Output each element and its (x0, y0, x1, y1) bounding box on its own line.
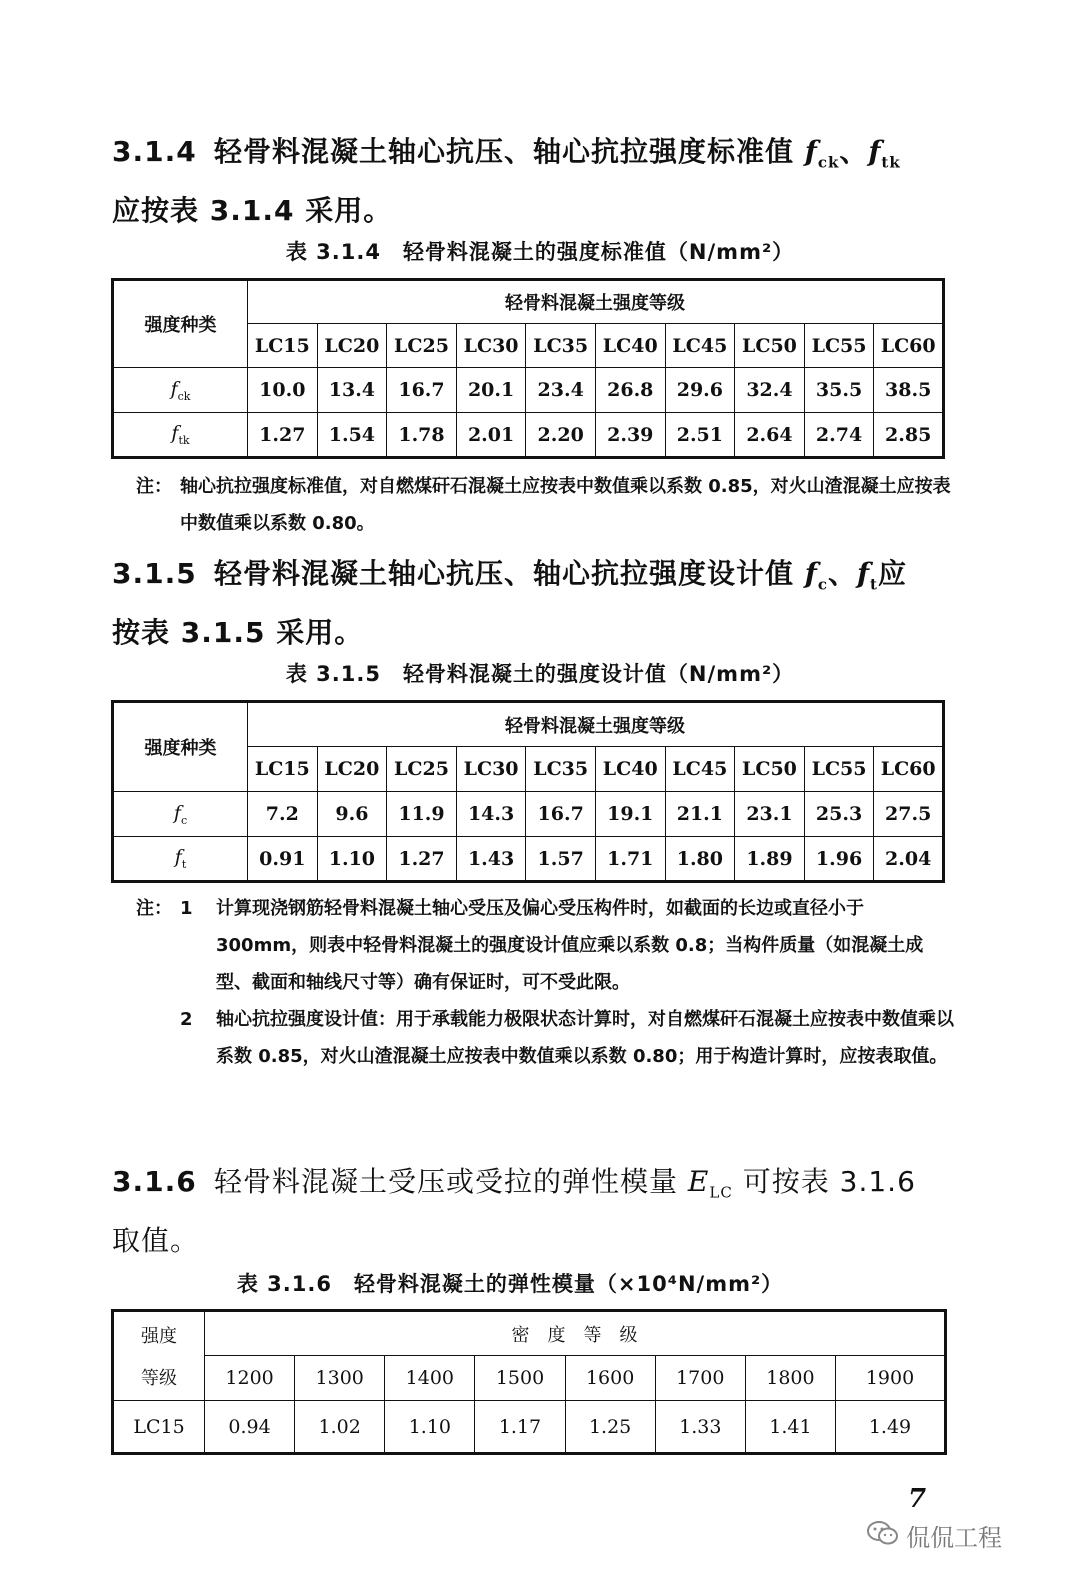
value-cell: 20.1 (456, 368, 526, 413)
note-item-number: 2 (180, 1009, 193, 1030)
section-text: 轻骨料混凝土受压或受拉的弹性模量 (214, 1165, 679, 1198)
grade-cell: LC35 (526, 324, 596, 368)
value-cell: 35.5 (804, 368, 874, 413)
row-header-line1: 强度 (141, 1326, 177, 1347)
value-cell: 1.25 (565, 1401, 655, 1454)
table-row (113, 413, 944, 458)
value-cell: 19.1 (595, 792, 665, 837)
value-cell: 16.7 (387, 368, 457, 413)
section-text-line2: 按表 3.1.5 采用。 (112, 615, 364, 649)
value-cell: 10.0 (248, 368, 318, 413)
section-number: 3.1.4 (112, 135, 197, 168)
note-text: 轴心抗拉强度标准值，对自燃煤矸石混凝土应按表中数值乘以系数 0.85，对火山渣混凝土应按表中数值乘以系数 0.80。 (180, 476, 951, 534)
value-cell: 7.2 (248, 792, 318, 837)
grade-cell: LC35 (526, 747, 596, 792)
grade-cell: LC55 (804, 747, 874, 792)
grade-cell: LC20 (317, 747, 387, 792)
table-caption-3-1-6 (0, 1268, 1050, 1298)
note-item-number: 1 (180, 898, 193, 919)
grade-cell: LC45 (665, 747, 735, 792)
symbol-ftk: $f_{tk}$ (868, 135, 901, 172)
grade-cell: LC15 (248, 324, 318, 368)
grade-cell: LC30 (456, 324, 526, 368)
grade-cell: LC50 (735, 747, 805, 792)
table-3-1-5 (111, 700, 945, 883)
note-item (136, 890, 956, 1001)
grade-cell: LC25 (387, 324, 457, 368)
section-3-1-6 (112, 1158, 962, 1265)
value-cell: 2.01 (456, 413, 526, 458)
section-text: 轻骨料混凝土轴心抗压、轴心抗拉强度标准值 (214, 135, 795, 168)
value-cell: 1.57 (526, 837, 596, 882)
table-3-1-4 (111, 278, 945, 459)
density-row (113, 1356, 946, 1401)
wechat-icon (866, 1519, 900, 1553)
density-cell: 1500 (475, 1356, 565, 1401)
value-cell: 2.39 (595, 413, 665, 458)
section-3-1-5 (112, 550, 962, 657)
caption-number: 表 3.1.4 (285, 240, 381, 264)
value-cell: 29.6 (665, 368, 735, 413)
row-header-line2: 等级 (141, 1368, 177, 1389)
section-text-line2: 取值。 (112, 1223, 200, 1257)
grade-cell: LC20 (317, 324, 387, 368)
separator: 、 (827, 557, 857, 590)
value-cell: 2.04 (874, 837, 944, 882)
value-cell: 1.17 (475, 1401, 565, 1454)
grade-cell: LC40 (595, 324, 665, 368)
symbol-elc: $E_{LC}$ (687, 1165, 733, 1202)
symbol-fck: $f_{ck}$ (804, 135, 840, 172)
symbol-fc: $f_c$ (804, 557, 828, 594)
value-cell: 1.10 (385, 1401, 475, 1454)
table-row (113, 1401, 946, 1454)
table-caption-3-1-4 (0, 236, 1080, 266)
value-cell: 1.43 (456, 837, 526, 882)
group-header: 轻骨料混凝土强度等级 (248, 280, 944, 324)
value-cell: 2.51 (665, 413, 735, 458)
row-header-label: 强度种类 (113, 280, 248, 368)
table-caption-3-1-5 (0, 658, 1080, 688)
value-cell: 1.27 (248, 413, 318, 458)
section-text-line2: 应按表 3.1.4 采用。 (112, 193, 393, 227)
table-3-1-6 (111, 1309, 947, 1455)
density-cell: 1400 (385, 1356, 475, 1401)
table-row (113, 368, 944, 413)
density-cell: 1700 (655, 1356, 745, 1401)
value-cell: 21.1 (665, 792, 735, 837)
note-item (136, 1001, 956, 1075)
value-cell: 13.4 (317, 368, 387, 413)
section-text: 轻骨料混凝土轴心抗压、轴心抗拉强度设计值 (214, 557, 795, 590)
value-cell: 23.1 (735, 792, 805, 837)
value-cell: 16.7 (526, 792, 596, 837)
note-head: 注： (136, 898, 172, 919)
caption-number: 表 3.1.5 (285, 662, 381, 686)
value-cell: 23.4 (526, 368, 596, 413)
value-cell: 26.8 (595, 368, 665, 413)
value-cell: 1.49 (836, 1401, 946, 1454)
row-header-label: 强度种类 (113, 702, 248, 792)
value-cell: 1.96 (804, 837, 874, 882)
grade-cell: LC25 (387, 747, 457, 792)
value-cell: 1.54 (317, 413, 387, 458)
value-cell: 27.5 (874, 792, 944, 837)
group-header: 轻骨料混凝土强度等级 (248, 702, 944, 747)
note-item-text: 轴心抗拉强度设计值：用于承载能力极限状态计算时，对自燃煤矸石混凝土应按表中数值乘以系数 0.85，对火山渣混凝土应按表中数值乘以系数 0.80；用于构造计算时，应按表取值。 (216, 1009, 954, 1067)
density-cell: 1300 (295, 1356, 385, 1401)
value-cell: 1.02 (295, 1401, 385, 1454)
section-number: 3.1.6 (112, 1165, 197, 1198)
value-cell: 1.80 (665, 837, 735, 882)
section-text-tail: 可按表 3.1.6 (742, 1165, 916, 1198)
row-symbol: $f_{tk}$ (113, 413, 248, 458)
grade-cell: LC45 (665, 324, 735, 368)
value-cell: 2.85 (874, 413, 944, 458)
value-cell: 9.6 (317, 792, 387, 837)
grade-cell: LC60 (874, 324, 944, 368)
value-cell: 2.74 (804, 413, 874, 458)
grade-cell: LC50 (735, 324, 805, 368)
watermark (866, 1518, 1002, 1553)
value-cell: 0.94 (205, 1401, 295, 1454)
density-cell: 1800 (745, 1356, 835, 1401)
group-header: 密 度 等 级 (205, 1311, 946, 1356)
grade-cell: LC30 (456, 747, 526, 792)
density-cell: 1600 (565, 1356, 655, 1401)
caption-number: 表 3.1.6 (236, 1272, 332, 1296)
page-number: 7 (908, 1484, 927, 1514)
table-note-3-1-4 (136, 468, 956, 542)
caption-text: 轻骨料混凝土的强度标准值（N/mm²） (402, 240, 795, 264)
value-cell: 1.78 (387, 413, 457, 458)
section-text-tail: 应 (877, 557, 907, 590)
table-row (113, 792, 944, 837)
note-head: 注： (136, 476, 172, 497)
value-cell: 1.71 (595, 837, 665, 882)
value-cell: 38.5 (874, 368, 944, 413)
value-cell: 0.91 (248, 837, 318, 882)
row-grade-label: LC15 (113, 1401, 205, 1454)
density-cell: 1900 (836, 1356, 946, 1401)
grade-cell: LC55 (804, 324, 874, 368)
value-cell: 1.27 (387, 837, 457, 882)
value-cell: 1.10 (317, 837, 387, 882)
grade-cell: LC40 (595, 747, 665, 792)
row-symbol: $f_c$ (113, 792, 248, 837)
section-3-1-4 (112, 128, 962, 235)
table-row (113, 837, 944, 882)
value-cell: 1.33 (655, 1401, 745, 1454)
grade-cell: LC60 (874, 747, 944, 792)
row-header-label (113, 1311, 205, 1401)
value-cell: 14.3 (456, 792, 526, 837)
value-cell: 1.41 (745, 1401, 835, 1454)
caption-text: 轻骨料混凝土的弹性模量（×10⁴N/mm²） (353, 1272, 784, 1296)
row-symbol: $f_t$ (113, 837, 248, 882)
row-symbol: $f_{ck}$ (113, 368, 248, 413)
density-cell: 1200 (205, 1356, 295, 1401)
value-cell: 2.64 (735, 413, 805, 458)
watermark-text: 侃侃工程 (906, 1524, 1002, 1552)
note-item-text: 计算现浇钢筋轻骨料混凝土轴心受压及偏心受压构件时，如截面的长边或直径小于 300mm，则表中轻骨料混凝土的强度设计值应乘以系数 0.8；当构件质量（如混凝土成型、截面和轴线尺寸等）确有保证时，可不受此限。 (216, 898, 924, 993)
value-cell: 32.4 (735, 368, 805, 413)
value-cell: 1.89 (735, 837, 805, 882)
section-number: 3.1.5 (112, 557, 197, 590)
caption-text: 轻骨料混凝土的强度设计值（N/mm²） (402, 662, 795, 686)
symbol-ft: $f_t$ (856, 557, 878, 594)
grade-cell: LC15 (248, 747, 318, 792)
value-cell: 11.9 (387, 792, 457, 837)
separator: 、 (839, 135, 869, 168)
value-cell: 2.20 (526, 413, 596, 458)
value-cell: 25.3 (804, 792, 874, 837)
table-notes-3-1-5 (136, 890, 956, 1075)
